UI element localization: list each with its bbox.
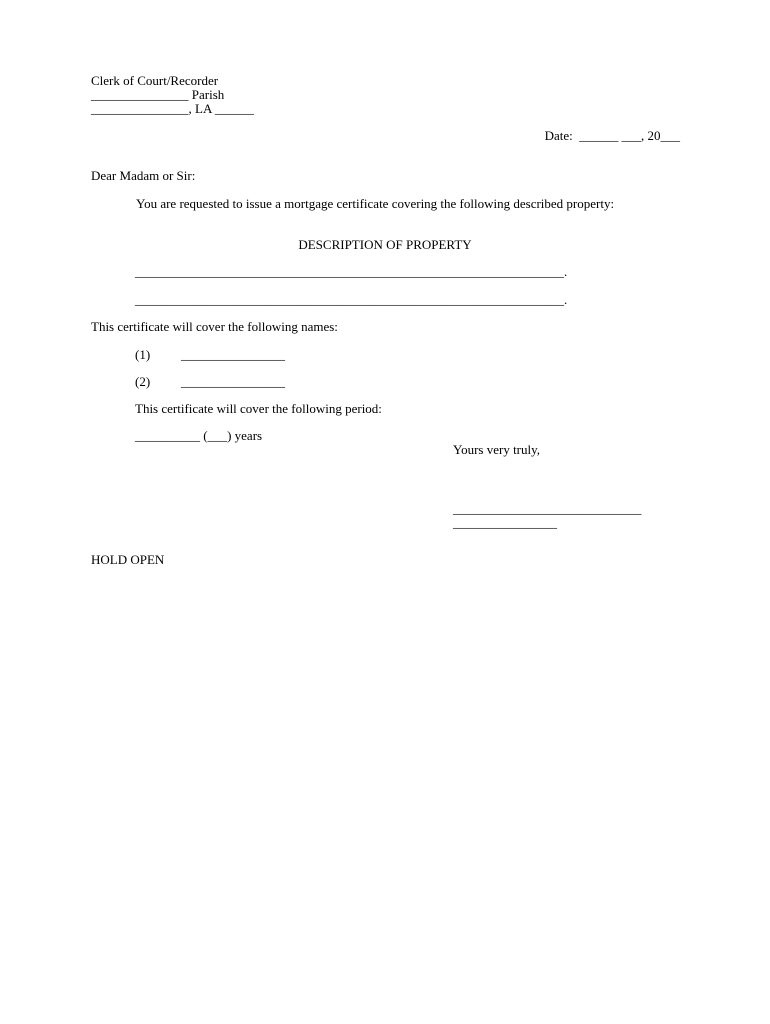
property-line-1: __________________________________________________________________.	[135, 264, 568, 279]
name-2-blank: ________________	[181, 374, 285, 389]
signature-line-2: ________________	[453, 515, 557, 530]
state-line: _______________, LA ______	[91, 101, 254, 116]
property-line-2: __________________________________________________________________.	[135, 292, 568, 307]
signature-line-1: _____________________________	[453, 501, 642, 516]
closing: Yours very truly,	[453, 442, 541, 457]
name-1-blank: ________________	[181, 347, 285, 362]
parish-line: _______________ Parish	[91, 87, 225, 102]
date-line: Date: ______ ___, 20___	[544, 128, 680, 143]
clerk-title: Clerk of Court/Recorder	[91, 73, 219, 88]
salutation: Dear Madam or Sir:	[91, 168, 196, 183]
period-intro: This certificate will cover the following period:	[135, 401, 382, 416]
name-1-number: (1)	[135, 347, 151, 362]
period-blank: __________ (___) years	[135, 428, 263, 443]
footer-note: HOLD OPEN	[91, 552, 165, 567]
request-paragraph	[91, 196, 680, 211]
name-2-number: (2)	[135, 374, 151, 389]
names-intro: This certificate will cover the following names:	[91, 319, 338, 334]
request-paragraph-text: You are requested to issue a mortgage certificate covering the following described property:	[136, 196, 615, 211]
section-heading: DESCRIPTION OF PROPERTY	[298, 237, 472, 252]
